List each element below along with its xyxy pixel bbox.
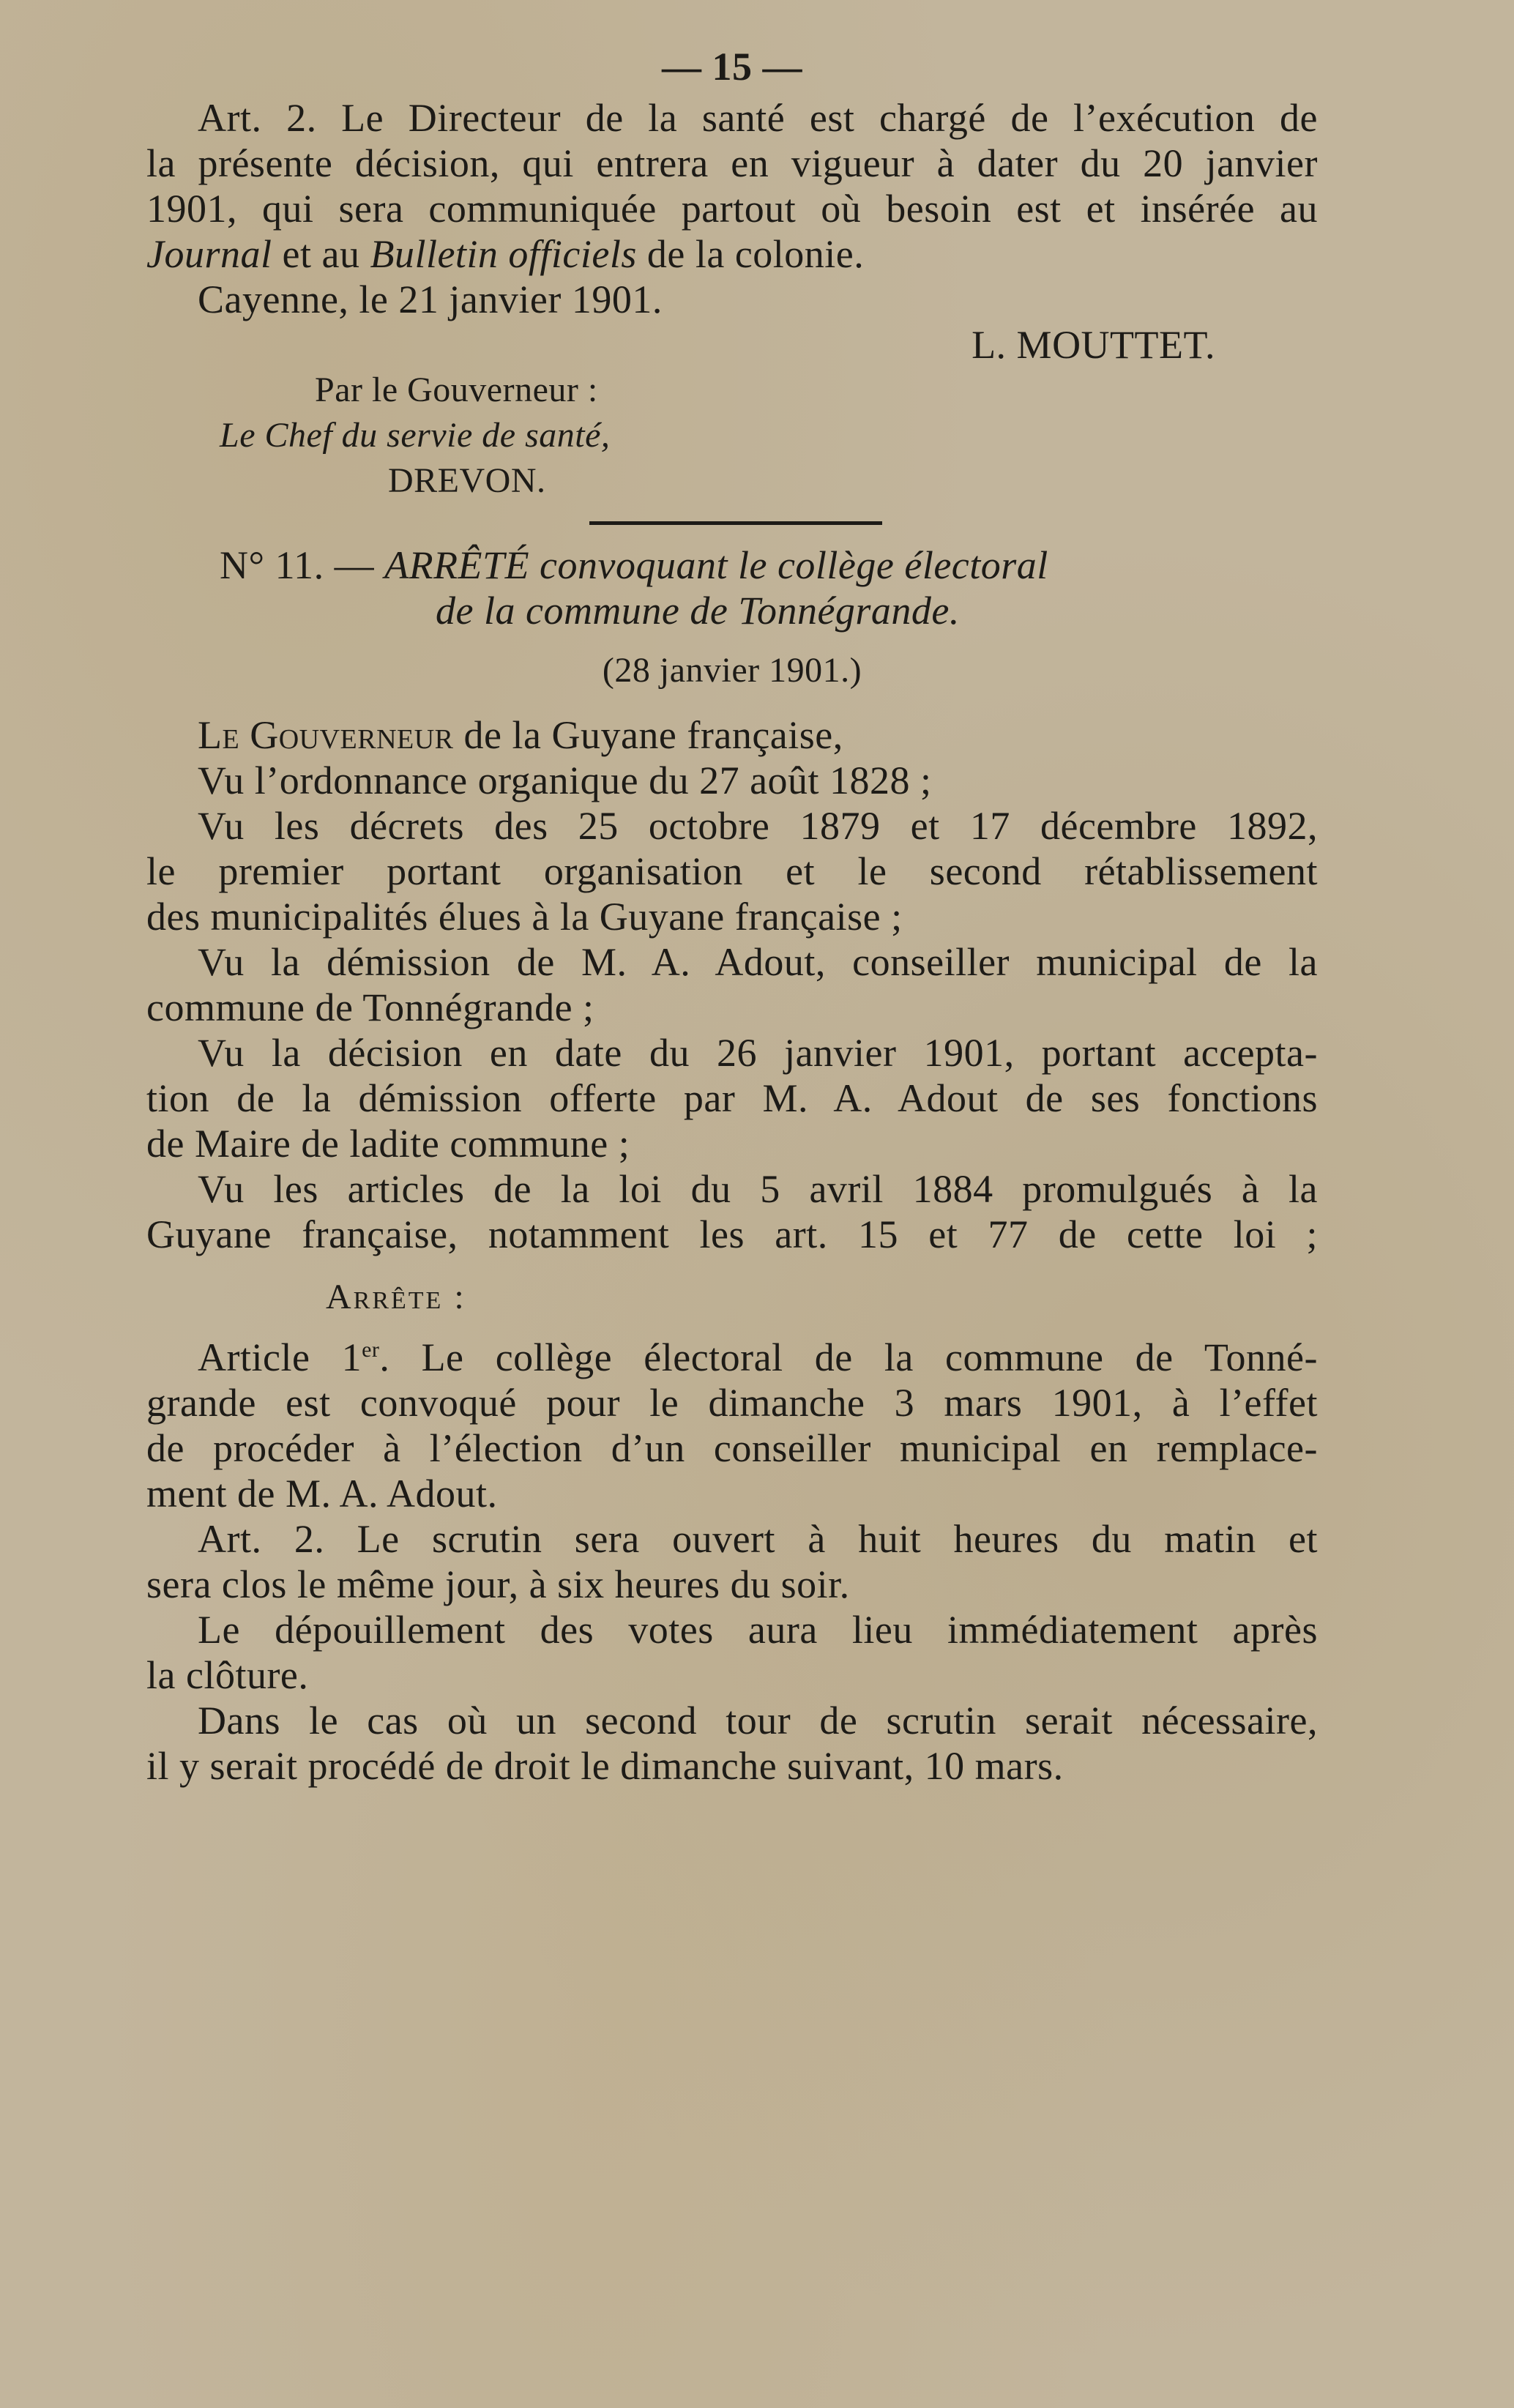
chef-title: Le Chef du servie de santé,: [220, 416, 611, 455]
arrete-label: Arrête :: [326, 1278, 466, 1316]
gouverneur-line: [146, 712, 1318, 758]
art2-line-2: la présente décision, qui entrera en vigueur à dater du 20 janvier: [146, 141, 1318, 185]
heading-subtitle: de la commune de Tonnégrande.: [436, 589, 960, 633]
vu-line-2: Vu les décrets des 25 octobre 1879 et 17 décembre 1892,: [198, 804, 1318, 848]
vu-line-11: Guyane française, notamment les art. 15 et 77 de cette loi ;: [146, 1212, 1318, 1256]
art2-line-4: [146, 231, 1318, 277]
vu-line-9: de Maire de ladite commune ;: [146, 1122, 630, 1166]
art2-end: de la colonie.: [636, 232, 865, 276]
vu-line-7: Vu la décision en date du 26 janvier 1901, portant accepta-: [198, 1031, 1318, 1075]
vu-line-1: Vu l’ordonnance organique du 27 août 1828 ;: [198, 758, 932, 802]
heading-title: ARRÊTÉ convoquant le collège électoral: [384, 543, 1048, 587]
body-line-2: de procéder à l’élection d’un conseiller municipal en remplace-: [146, 1426, 1318, 1470]
chef-name: DREVON.: [388, 461, 546, 500]
gov-label: Par le Gouverneur :: [315, 370, 598, 409]
art2-line-1: Art. 2. Le Directeur de la santé est chargé de l’exécution de: [198, 96, 1318, 140]
journal-italic: Journal: [146, 232, 272, 276]
article1-rest: . Le collège électoral de la commune de Tonné-: [379, 1335, 1318, 1379]
vu-line-4: des municipalités élues à la Guyane française ;: [146, 895, 903, 939]
place-date: Cayenne, le 21 janvier 1901.: [198, 277, 663, 321]
body-line-8: Dans le cas où un second tour de scrutin serait nécessaire,: [198, 1699, 1318, 1742]
heading-number: N° 11. —: [220, 543, 375, 587]
body-line-3: ment de M. A. Adout.: [146, 1472, 498, 1516]
vu-line-10: Vu les articles de la loi du 5 avril 1884 promulgués à la: [198, 1167, 1318, 1211]
vu-line-5: Vu la démission de M. A. Adout, conseiller municipal de la: [198, 940, 1318, 984]
article1-start: Article 1: [198, 1335, 362, 1379]
gouverneur-label: Le Gouverneur: [198, 713, 454, 757]
page-number: — 15 —: [662, 45, 802, 89]
body-line-7: la clôture.: [146, 1653, 309, 1697]
body-line-4: Art. 2. Le scrutin sera ouvert à huit heures du matin et: [198, 1517, 1318, 1561]
heading-date: (28 janvier 1901.): [602, 651, 862, 690]
bulletin-italic: Bulletin officiels: [370, 232, 637, 276]
vu-line-6: commune de Tonnégrande ;: [146, 985, 594, 1029]
vu-line-3: le premier portant organisation et le second rétablissement: [146, 849, 1318, 893]
document-text: [146, 44, 1318, 1789]
vu-line-8: tion de la démission offerte par M. A. Adout de ses fonctions: [146, 1076, 1318, 1120]
signature: L. MOUTTET.: [972, 323, 1215, 367]
body-line-1: grande est convoqué pour le dimanche 3 mars 1901, à l’effet: [146, 1381, 1318, 1425]
gouverneur-rest: de la Guyane française,: [453, 713, 843, 757]
art2-mid: et au: [272, 232, 370, 276]
body-line-5: sera clos le même jour, à six heures du soir.: [146, 1562, 850, 1606]
body-line-9: il y serait procédé de droit le dimanche suivant, 10 mars.: [146, 1744, 1064, 1788]
art2-line-3: 1901, qui sera communiquée partout où besoin est et insérée au: [146, 187, 1318, 231]
heading-line: [146, 543, 1318, 588]
article1-line-1: [146, 1327, 1318, 1380]
article1-sup: er: [362, 1338, 380, 1362]
section-divider: [589, 521, 882, 525]
body-line-6: Le dépouillement des votes aura lieu immédiatement après: [198, 1608, 1318, 1652]
